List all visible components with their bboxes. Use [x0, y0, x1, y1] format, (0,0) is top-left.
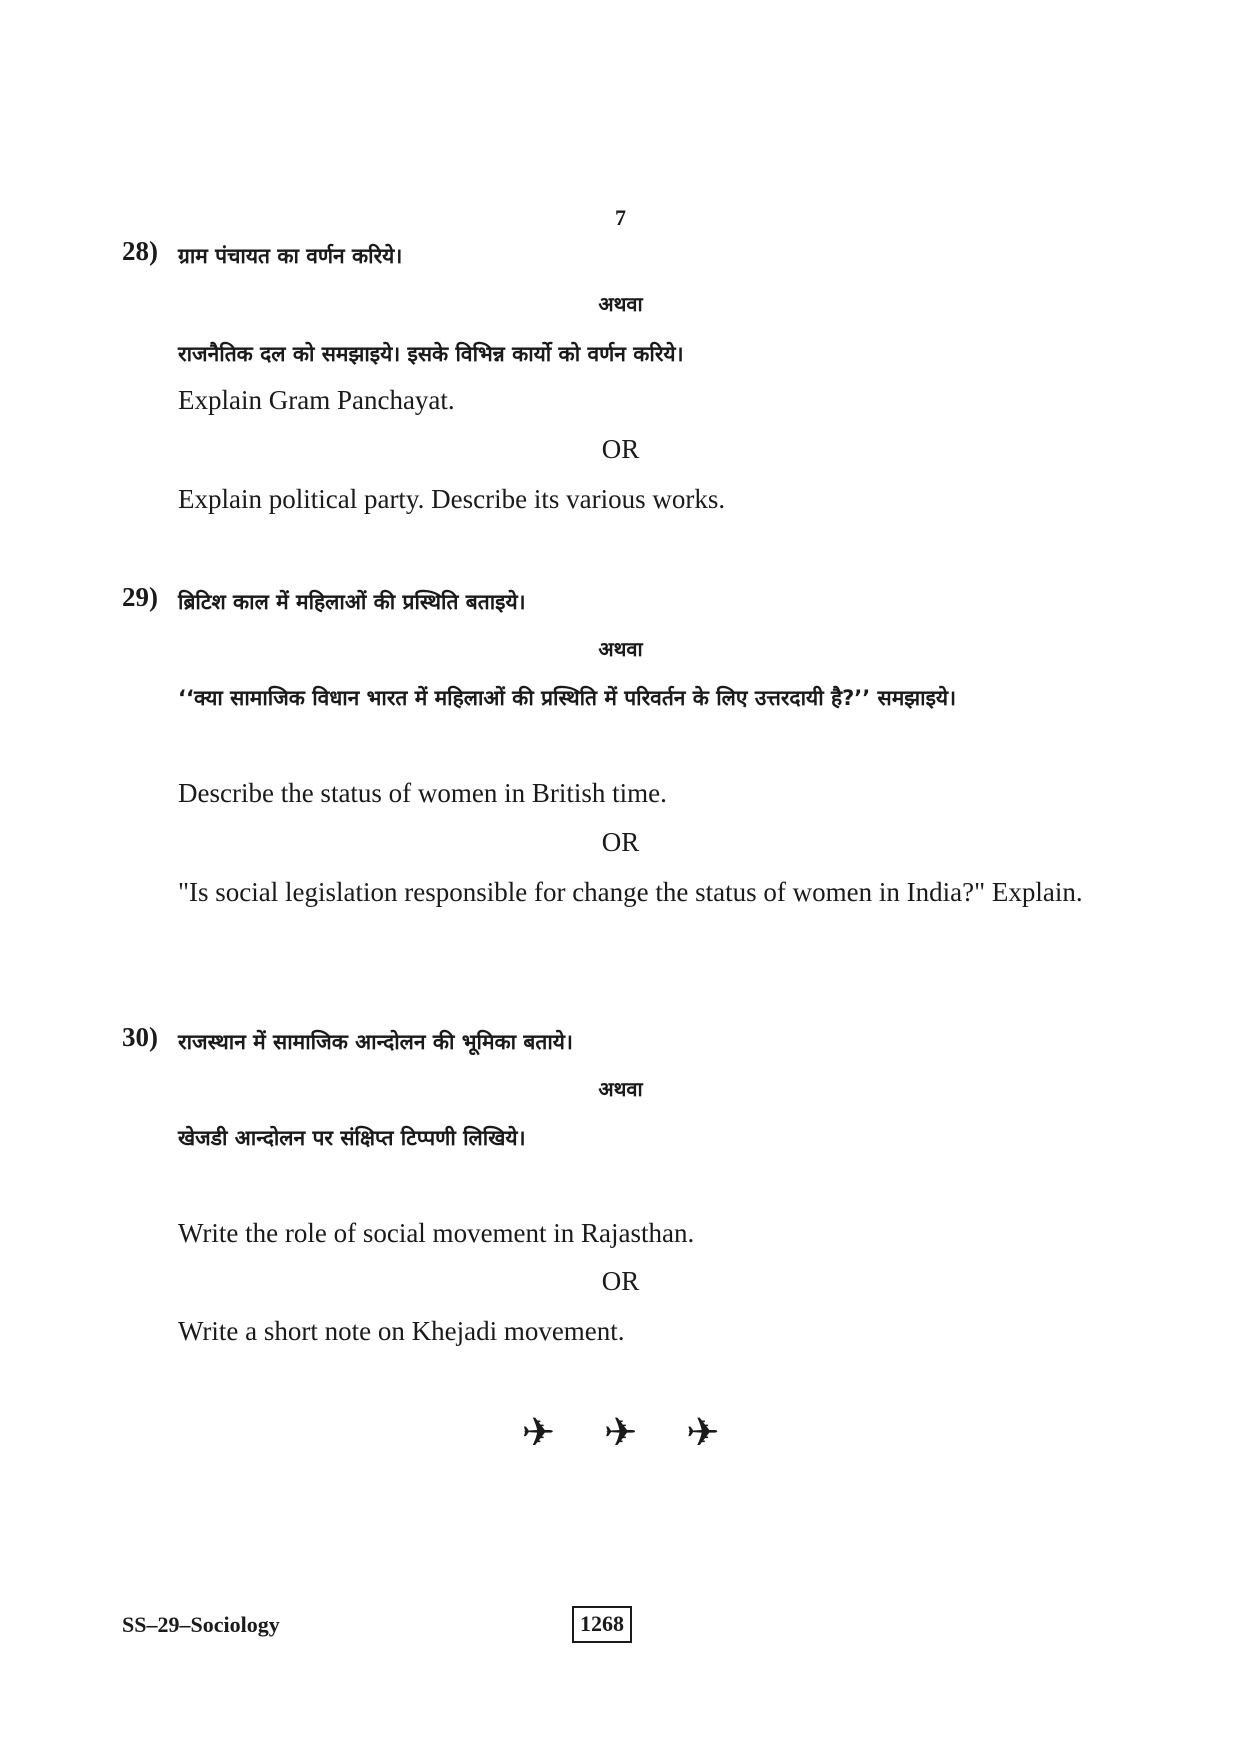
or-divider-hindi: अथवा	[598, 637, 643, 661]
airplane-icon: ✈	[685, 1410, 720, 1456]
question-hindi-alternative: खेजडी आन्दोलन पर संक्षिप्त टिप्पणी लिखिये।	[178, 1126, 526, 1150]
question-english-main: Describe the status of women in British time.	[178, 778, 667, 808]
paper-code: SS–29–Sociology	[122, 1612, 280, 1637]
question-number: 28)	[122, 236, 158, 266]
question-hindi-main: राजस्थान में सामाजिक आन्दोलन की भूमिका बताये।	[178, 1030, 573, 1054]
or-divider-english: OR	[601, 434, 640, 464]
question-english-alternative: "Is social legislation responsible for change the status of women in India?" Explain.	[178, 877, 1083, 907]
question-english-alternative: Explain political party. Describe its various works.	[178, 484, 726, 514]
or-divider-english: OR	[601, 827, 640, 857]
end-ornaments	[0, 1410, 1241, 1456]
or-divider-hindi: अथवा	[598, 1077, 643, 1101]
question-english-alternative: Write a short note on Khejadi movement.	[178, 1316, 625, 1346]
or-divider-hindi: अथवा	[598, 292, 643, 316]
airplane-icon: ✈	[521, 1410, 556, 1456]
page-number: 7	[615, 205, 626, 230]
question-hindi-alternative: राजनैतिक दल को समझाइये। इसके विभिन्न कार्यो को वर्णन करिये।	[178, 342, 684, 366]
question-english-main: Explain Gram Panchayat.	[178, 385, 455, 415]
or-divider-english: OR	[601, 1266, 640, 1296]
question-hindi-main: ब्रिटिश काल में महिलाओं की प्रस्थिति बताइये।	[178, 590, 526, 614]
question-hindi-alternative: ‘‘क्या सामाजिक विधान भारत में महिलाओं की प्रस्थिति में परिवर्तन के लिए उत्तरदायी है?’’ समझाइये।	[178, 686, 957, 710]
boxed-page-code: 1268	[572, 1606, 632, 1643]
question-english-main: Write the role of social movement in Rajasthan.	[178, 1218, 695, 1248]
question-number: 29)	[122, 582, 158, 612]
question-number: 30)	[122, 1022, 158, 1052]
question-hindi-main: ग्राम पंचायत का वर्णन करिये।	[178, 244, 403, 268]
airplane-icon: ✈	[603, 1410, 638, 1456]
